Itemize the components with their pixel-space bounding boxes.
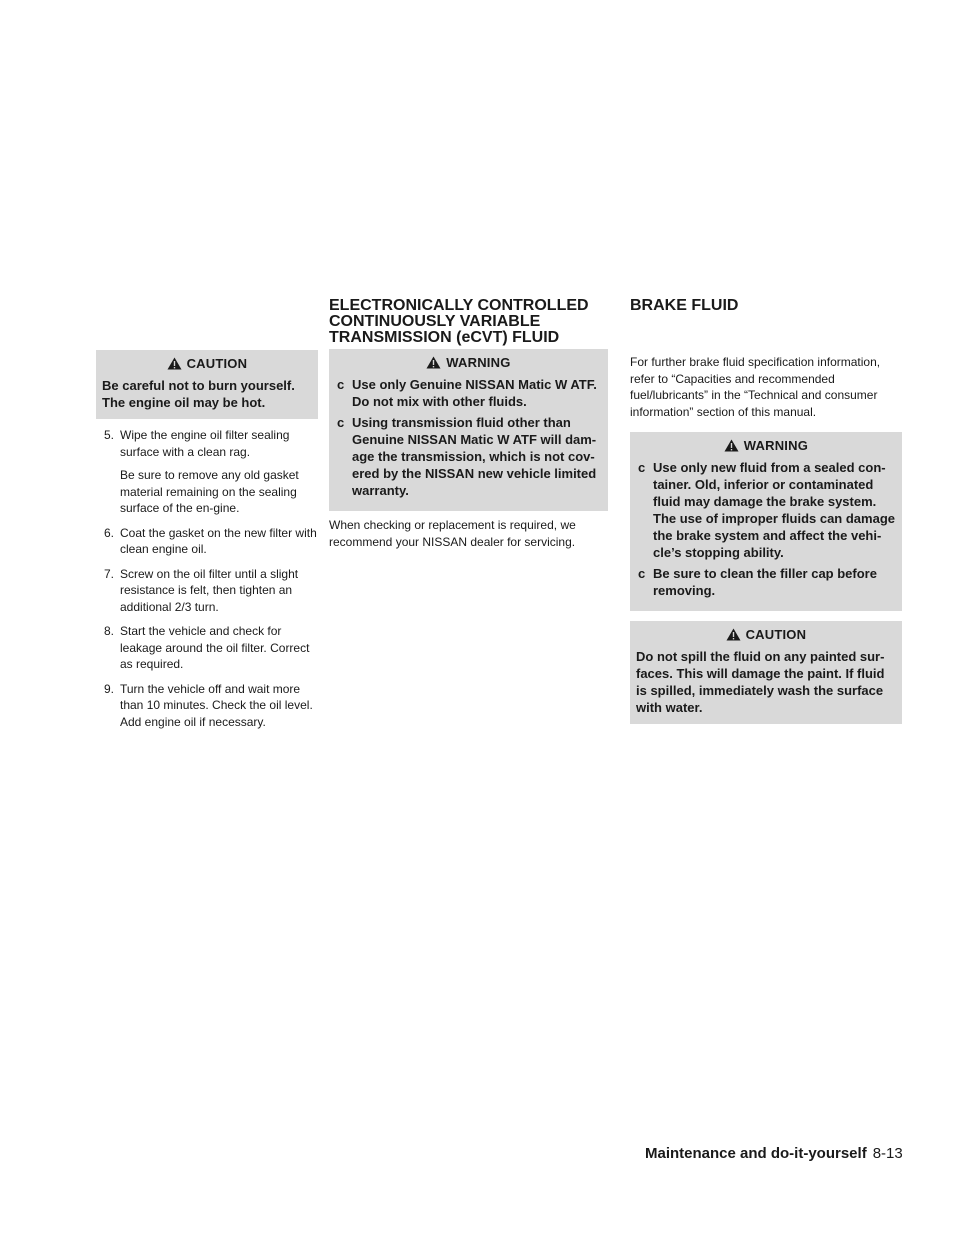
step-6 <box>96 525 318 558</box>
warning-item-text: Be sure to clean the filler cap before removing. <box>653 566 877 598</box>
warning-header <box>636 438 896 459</box>
step-number: 9. <box>104 681 115 696</box>
oil-filter-steps <box>96 427 318 730</box>
step-number: 5. <box>104 428 115 442</box>
warning-item <box>335 414 602 499</box>
caution-text: Do not spill the fluid on any painted sur-faces. This will damage the paint. If fluid is spilled, immediately wash the surface with water. <box>636 649 885 715</box>
bullet-mark: c <box>337 415 345 430</box>
warning-item-text: Using transmission fluid other than Genuine NISSAN Matic W ATF will dam-age the transmission, which is not cov-ered by the NISSAN new vehicle limited warranty. <box>352 415 597 498</box>
page-footer <box>645 1145 903 1162</box>
caution-label: CAUTION <box>186 356 248 371</box>
warning-header <box>335 355 602 376</box>
step-text: Coat the gasket on the new filter with clean engine oil. <box>120 525 317 556</box>
step-number: 7. <box>104 566 115 581</box>
warning-item <box>636 565 896 599</box>
caution-box-brake <box>630 621 902 724</box>
warning-triangle-icon <box>726 628 741 641</box>
brake-fluid-intro: For further brake fluid specification information, refer to “Capacities and recommended fuel/lubricants” in the “Technical and consumer information” section of this manual. <box>630 355 881 419</box>
caution-header <box>636 627 896 648</box>
step-number: 6. <box>104 525 115 540</box>
section-heading-brake-fluid: BRAKE FLUID <box>630 297 739 314</box>
warning-label: WARNING <box>743 438 809 453</box>
section-heading-ecvt <box>329 298 608 346</box>
heading-line: ELECTRONICALLY CONTROLLED <box>329 297 589 314</box>
column-right <box>630 298 902 724</box>
bullet-mark: c <box>638 460 646 475</box>
step-7 <box>96 566 318 616</box>
step-text: Start the vehicle and check for leakage around the oil filter. Correct as required. <box>120 624 310 671</box>
step-subtext: Be sure to remove any old gasket material remaining on the sealing surface of the en-gine. <box>120 468 299 515</box>
warning-box-ecvt <box>329 349 608 511</box>
step-8 <box>96 623 318 673</box>
warning-triangle-icon <box>724 439 739 452</box>
column-left <box>96 350 318 730</box>
warning-label: WARNING <box>446 355 511 370</box>
step-text: Screw on the oil filter until a slight resistance is felt, then tighten an additional 2/3 turn. <box>120 566 299 614</box>
caution-text: Be careful not to burn yourself. The engine oil may be hot. <box>102 378 295 410</box>
caution-label: CAUTION <box>745 627 807 642</box>
ecvt-body-text: When checking or replacement is required, we recommend your NISSAN dealer for servicing. <box>329 518 576 549</box>
caution-header <box>102 356 312 377</box>
bullet-mark: c <box>638 566 646 581</box>
step-number: 8. <box>104 624 115 638</box>
warning-triangle-icon <box>426 356 441 369</box>
step-9 <box>96 681 318 731</box>
warning-item <box>335 376 602 410</box>
warning-box-brake <box>630 432 902 611</box>
warning-triangle-icon <box>167 357 182 370</box>
warning-item <box>636 459 896 561</box>
caution-box-oil <box>96 350 318 419</box>
step-text: Wipe the engine oil filter sealing surface with a clean rag. <box>120 428 290 459</box>
page-number: 8-13 <box>872 1145 903 1162</box>
step-text: Turn the vehicle off and wait more than 10 minutes. Check the oil level. Add engine oil if necessary. <box>120 681 313 729</box>
step-5 <box>96 427 318 517</box>
heading-line: CONTINUOUSLY VARIABLE <box>329 313 541 330</box>
footer-section-title: Maintenance and do-it-yourself <box>645 1145 867 1162</box>
column-middle <box>329 298 608 550</box>
heading-line: TRANSMISSION (eCVT) FLUID <box>329 329 560 346</box>
warning-item-text: Use only Genuine NISSAN Matic W ATF. Do not mix with other fluids. <box>352 377 597 409</box>
bullet-mark: c <box>337 377 345 392</box>
warning-item-text: Use only new fluid from a sealed con-tainer. Old, inferior or contaminated fluid may damage the brake system. The use of improper fluids can damage the brake system and affect the vehi-cle’s stopping ability. <box>653 460 895 560</box>
